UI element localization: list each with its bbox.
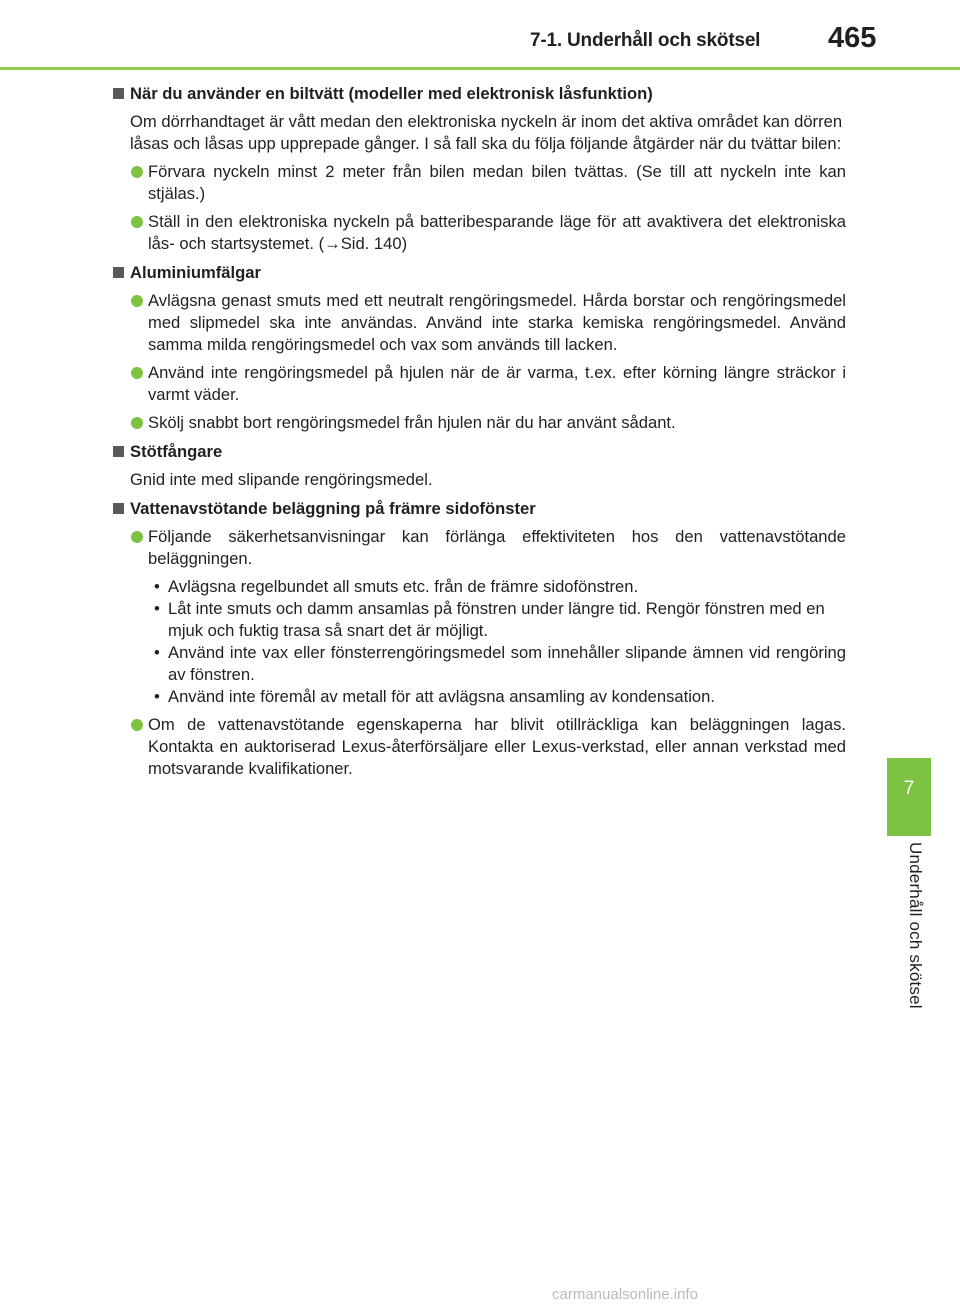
round-bullet-icon <box>131 719 143 731</box>
list-item <box>112 161 846 205</box>
list-item <box>112 362 846 406</box>
sub-list-item-text: Använd inte vax eller fönsterrengöringsmedel som innehåller slipande ämnen vid rengöring av fönstren. <box>168 643 846 684</box>
chapter-tab-number: 7 <box>903 778 915 799</box>
list-item-text: Använd inte rengöringsmedel på hjulen när de är varma, t.ex. efter körning längre sträckor i varmt väder. <box>148 363 846 404</box>
section-heading <box>112 83 846 105</box>
sub-list-item-text: Låt inte smuts och damm ansamlas på fönstren under längre tid. Rengör fönstren med en mjuk och fuktig trasa så snart det är möjligt. <box>168 599 825 640</box>
sub-bullet-marker: • <box>154 599 160 618</box>
section-heading-text: Vattenavstötande beläggning på främre sidofönster <box>130 499 536 518</box>
list-item-text: Följande säkerhetsanvisningar kan förlänga effektiviteten hos den vattenavstötande beläggningen. <box>148 527 846 568</box>
page-content <box>112 83 846 780</box>
list-item-text: Ställ in den elektroniska nyckeln på batteribesparande läge för att avaktivera det elektroniska lås- och startsystemet. (→Sid. 140) <box>148 212 846 253</box>
header-rule <box>0 67 960 70</box>
section-heading <box>112 262 846 284</box>
sub-list <box>112 576 846 708</box>
square-bullet-icon <box>113 503 124 514</box>
list-item-text: Skölj snabbt bort rengöringsmedel från hjulen när du har använt sådant. <box>148 413 676 432</box>
round-bullet-icon <box>131 166 143 178</box>
watermark: carmanualsonline.info <box>552 1286 698 1303</box>
sub-list-item <box>150 686 846 708</box>
chapter-tab <box>887 758 931 836</box>
square-bullet-icon <box>113 267 124 278</box>
sub-bullet-marker: • <box>154 577 160 596</box>
round-bullet-icon <box>131 295 143 307</box>
round-bullet-icon <box>131 417 143 429</box>
list-item-text: Förvara nyckeln minst 2 meter från bilen medan bilen tvättas. (Se till att nyckeln inte kan stjälas.) <box>148 162 846 203</box>
sub-bullet-marker: • <box>154 643 160 662</box>
list-item-text: Avlägsna genast smuts med ett neutralt rengöringsmedel. Hårda borstar och rengöringsmedel med slipmedel ska inte användas. Använd inte starka kemiska rengöringsmedel. Använd samma milda rengöringsmedel och vax som används till lacken. <box>148 291 846 354</box>
sub-list-item-text: Avlägsna regelbundet all smuts etc. från de främre sidofönstren. <box>168 577 639 596</box>
list-item <box>112 526 846 570</box>
section-paragraph: Om dörrhandtaget är vått medan den elektroniska nyckeln är inom det aktiva området kan dörren låsas och låsas upp upprepade gånger. I så fall ska du följa följande åtgärder när du tvättar bilen: <box>130 112 843 153</box>
sub-list-item <box>150 598 846 642</box>
sub-bullet-marker: • <box>154 687 160 706</box>
list-item <box>112 290 846 356</box>
section-heading-text: När du använder en biltvätt (modeller med elektronisk låsfunktion) <box>130 84 653 103</box>
sub-list-item <box>150 576 846 598</box>
square-bullet-icon <box>113 446 124 457</box>
list-item <box>112 412 846 434</box>
round-bullet-icon <box>131 216 143 228</box>
sub-list-item-text: Använd inte föremål av metall för att avlägsna ansamling av kondensation. <box>168 687 715 706</box>
header-section-title: 7-1. Underhåll och skötsel <box>530 30 761 51</box>
section-paragraph: Gnid inte med slipande rengöringsmedel. <box>130 470 433 489</box>
list-item <box>112 714 846 780</box>
section-heading <box>112 441 846 463</box>
list-item-text: Om de vattenavstötande egenskaperna har blivit otillräckliga kan beläggningen lagas. Kontakta en auktoriserad Lexus-återförsäljare eller Lexus-verkstad, eller annan verkstad med motsvarande kvalifikationer. <box>148 715 846 778</box>
chapter-side-label: Underhåll och skötsel <box>906 842 925 1009</box>
sub-list-item <box>150 642 846 686</box>
page-number: 465 <box>828 22 877 54</box>
section-heading <box>112 498 846 520</box>
round-bullet-icon <box>131 367 143 379</box>
section-heading-text: Aluminiumfälgar <box>130 263 261 282</box>
square-bullet-icon <box>113 88 124 99</box>
list-item <box>112 211 846 255</box>
round-bullet-icon <box>131 531 143 543</box>
section-heading-text: Stötfångare <box>130 442 223 461</box>
